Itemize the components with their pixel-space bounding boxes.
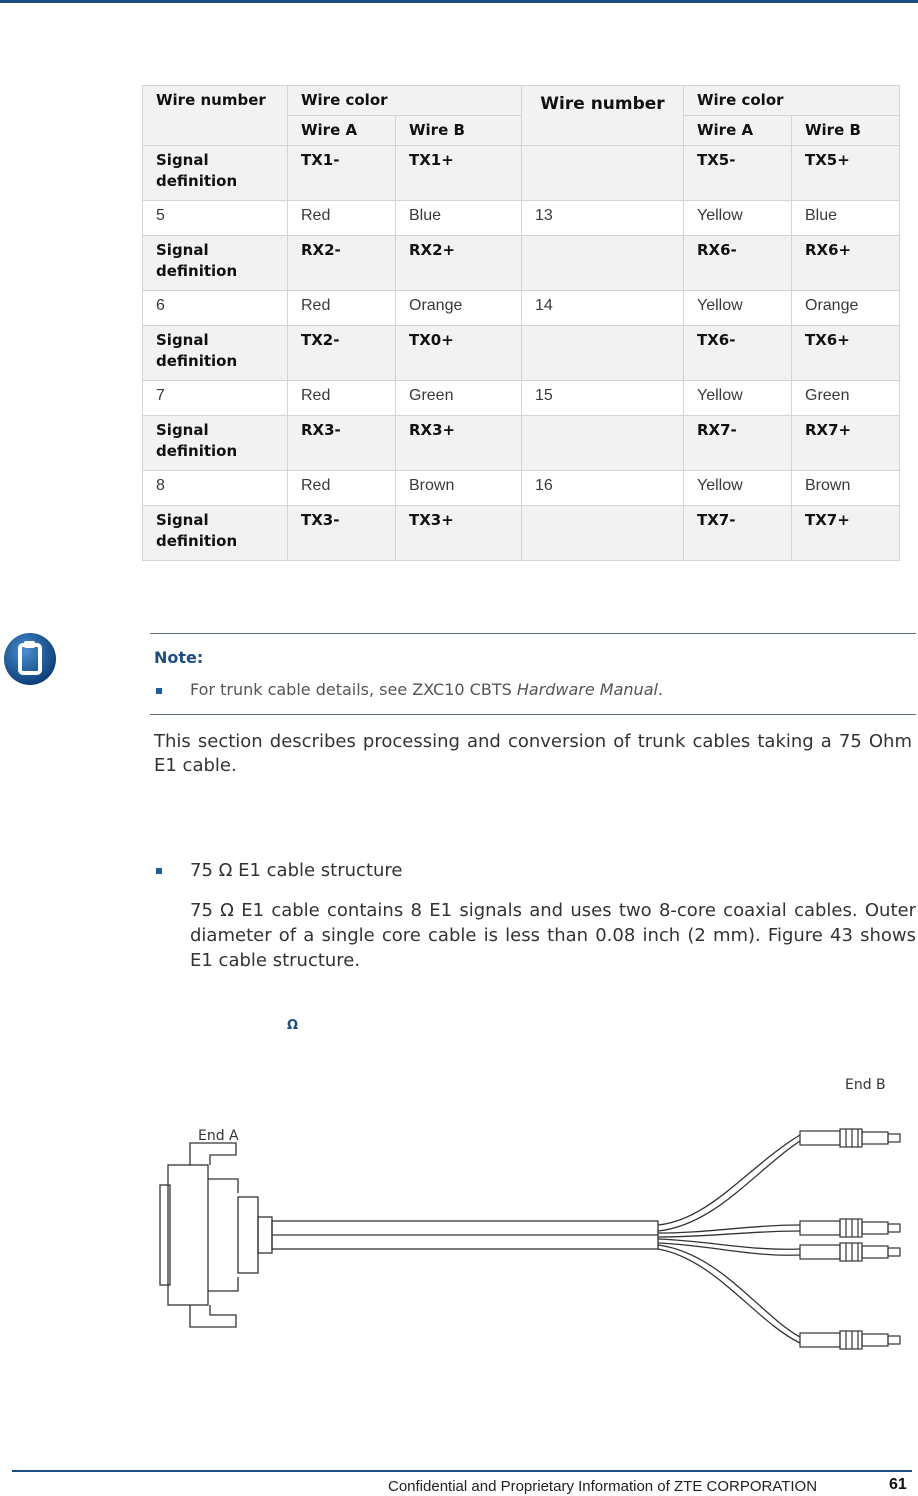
header-wire-color-2: Wire color: [684, 86, 900, 116]
signal-empty: [522, 236, 684, 291]
note-text-after: .: [657, 680, 664, 699]
top-rule: [0, 0, 918, 3]
table-cell: 16: [522, 471, 684, 506]
signal-b2: TX6+: [792, 326, 900, 381]
cable-lead-4: [658, 1245, 800, 1337]
signal-label: Signal definition: [143, 416, 288, 471]
connector-bottom-lug: [190, 1305, 236, 1327]
coax-plug-4: [800, 1331, 900, 1349]
signal-row: [143, 236, 900, 291]
cable-lead-4b: [658, 1249, 800, 1343]
signal-a2: RX6-: [684, 236, 792, 291]
end-b-label: End B: [845, 1077, 886, 1093]
end-a-label: End A: [198, 1128, 239, 1144]
signal-b1: TX0+: [396, 326, 522, 381]
header-wire-a-2: Wire A: [684, 116, 792, 146]
table-cell: Brown: [792, 471, 900, 506]
signal-b1: RX3+: [396, 416, 522, 471]
signal-empty: [522, 416, 684, 471]
signal-b1: TX1+: [396, 146, 522, 201]
signal-a1: RX3-: [288, 416, 396, 471]
signal-row: [143, 326, 900, 381]
signal-b1: TX3+: [396, 506, 522, 561]
table-cell: Blue: [396, 201, 522, 236]
structure-bullet: [156, 868, 162, 874]
header-wire-color-1: Wire color: [288, 86, 522, 116]
signal-empty: [522, 506, 684, 561]
cable-lead-1: [658, 1135, 800, 1225]
note-bullet: [156, 688, 162, 694]
signal-b2: TX7+: [792, 506, 900, 561]
header-wire-number-2: Wire number: [522, 86, 684, 146]
table-cell: Yellow: [684, 291, 792, 326]
signal-a1: TX2-: [288, 326, 396, 381]
connector-body: [168, 1165, 208, 1305]
coax-plug-3: [800, 1243, 900, 1261]
table-cell: Yellow: [684, 201, 792, 236]
table-row: [143, 471, 900, 506]
signal-label: Signal definition: [143, 236, 288, 291]
signal-b2: TX5+: [792, 146, 900, 201]
table-cell: 5: [143, 201, 288, 236]
table-cell: Green: [792, 381, 900, 416]
signal-empty: [522, 146, 684, 201]
table-cell: Orange: [792, 291, 900, 326]
e1-cable-figure: [150, 1075, 910, 1395]
table-cell: Brown: [396, 471, 522, 506]
table-cell: Red: [288, 381, 396, 416]
table-cell: Red: [288, 201, 396, 236]
table-cell: Red: [288, 471, 396, 506]
note-text-before: For trunk cable details, see ZXC10 CBTS: [190, 680, 517, 699]
connector-collar: [238, 1197, 258, 1273]
connector-top-lug: [190, 1143, 236, 1165]
structure-heading: 75 Ω E1 cable structure: [190, 860, 403, 881]
signal-b2: RX6+: [792, 236, 900, 291]
table-cell: Orange: [396, 291, 522, 326]
section-intro: This section describes processing and conversion of trunk cables taking a 75 Ohm E1 cable.: [154, 731, 912, 776]
signal-b1: RX2+: [396, 236, 522, 291]
signal-label: Signal definition: [143, 326, 288, 381]
footer-text: Confidential and Proprietary Information of ZTE CORPORATION: [388, 1478, 818, 1495]
signal-a1: TX1-: [288, 146, 396, 201]
signal-row: [143, 416, 900, 471]
signal-a1: RX2-: [288, 236, 396, 291]
table-cell: 15: [522, 381, 684, 416]
header-wire-b-2: Wire B: [792, 116, 900, 146]
table-row: [143, 201, 900, 236]
cable-lead-1b: [658, 1141, 800, 1231]
table-cell: 6: [143, 291, 288, 326]
coax-plug-2: [800, 1219, 900, 1237]
table-cell: Green: [396, 381, 522, 416]
table-cell: 14: [522, 291, 684, 326]
header-wire-b-1: Wire B: [396, 116, 522, 146]
signal-a2: TX7-: [684, 506, 792, 561]
note-title: Note:: [154, 648, 204, 667]
note-text-italic: Hardware Manual: [516, 680, 658, 699]
connector-neck: [258, 1217, 272, 1253]
page-number: 61: [889, 1476, 907, 1493]
signal-a2: TX6-: [684, 326, 792, 381]
note-top-rule: [150, 633, 916, 634]
figure-caption-omega: Ω: [287, 1018, 299, 1033]
table-cell: Yellow: [684, 471, 792, 506]
table-cell: 13: [522, 201, 684, 236]
connector-clip-bottom: [208, 1277, 238, 1291]
signal-empty: [522, 326, 684, 381]
coax-plug-1: [800, 1129, 900, 1147]
table-cell: Blue: [792, 201, 900, 236]
header-wire-number-1: Wire number: [143, 86, 288, 146]
signal-label: Signal definition: [143, 146, 288, 201]
signal-row: [143, 506, 900, 561]
table-cell: 8: [143, 471, 288, 506]
connector-clip-top: [208, 1179, 238, 1193]
table-cell: Red: [288, 291, 396, 326]
footer-rule: [12, 1470, 912, 1472]
table-header-row: [143, 86, 900, 116]
note-text: [190, 680, 663, 699]
note-icon: [3, 632, 57, 686]
table-cell: 7: [143, 381, 288, 416]
signal-a1: TX3-: [288, 506, 396, 561]
signal-label: Signal definition: [143, 506, 288, 561]
table-body: [143, 146, 900, 561]
signal-row: [143, 146, 900, 201]
table-row: [143, 381, 900, 416]
wire-color-table: [142, 85, 900, 561]
table-row: [143, 291, 900, 326]
header-wire-a-1: Wire A: [288, 116, 396, 146]
structure-body: 75 Ω E1 cable contains 8 E1 signals and uses two 8-core coaxial cables. Outer diameter of a single core cable is less than 0.08 inch (2 mm). Figure 43 shows E1 cable structure.: [190, 900, 916, 971]
signal-b2: RX7+: [792, 416, 900, 471]
signal-a2: TX5-: [684, 146, 792, 201]
table-cell: Yellow: [684, 381, 792, 416]
signal-a2: RX7-: [684, 416, 792, 471]
note-bottom-rule: [150, 714, 916, 715]
